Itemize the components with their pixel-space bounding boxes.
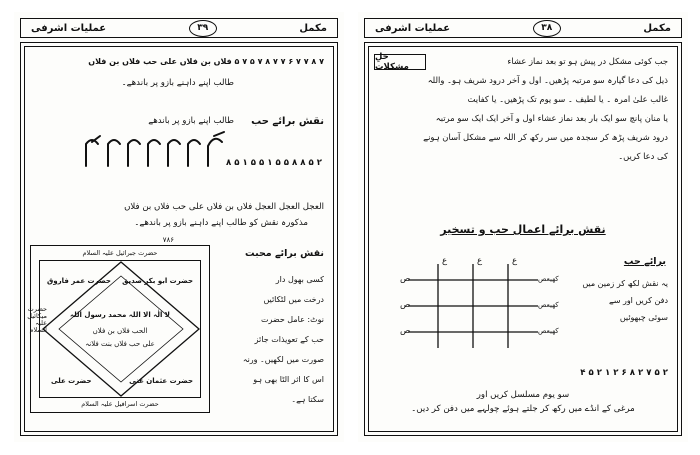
left-side-line: صورت میں لکھیں۔ ورنہ [242,355,324,364]
box-center-1: لا الٰہ الا اللہ محمد رسول اللہ [69,311,171,319]
right-page-number: ۳۸ [533,20,561,37]
paragraph-line: یا منان پانچ سو ایک بار بعد نماز عشاء اول و آخر ایک ایک سو مرتبہ [435,113,668,123]
left-page-header [20,18,338,38]
left-side-line: نوٹ: عامل حضرت [260,315,324,324]
right-side-line: سوئی چبھوئیں [619,313,668,322]
right-header-title: عملیات اشرفی [375,22,451,34]
grid-right-2: کھیعص [538,301,559,309]
grid-right-3: کھیعص [538,327,559,335]
naqsh-heading: نقش برائے حب [251,116,324,127]
bottom-line-1: سو یوم مسلسل کریں اور [476,390,570,400]
box-corner-tl: حضرت عمر فاروق [47,277,111,285]
heading-box [374,54,426,70]
left-side-line: درخت میں لٹکائیں [263,295,324,304]
number-row: ۲ ۵ ۸ ۸ ۵ ۵ ۱ ۵ ۵ ۱ ۵ ۸ [226,158,322,168]
grid-right-1: کھیعص [538,275,559,283]
paragraph-line: درود شریف پڑھ کر سجدہ میں سر رکھ کر اللہ سے مشکل آسان ہونے [423,132,668,142]
paragraph-line: کی دعا کریں۔ [618,151,668,161]
left-header-right: مکمل [299,22,327,34]
box-center-2: الحب فلاں بن فلاں [92,327,148,335]
right-page-header [364,18,682,38]
box-corner-tr: حضرت ابو بکر صدیق [122,277,193,285]
section-heading: نقش برائے اعمال حب و تسخیر [440,223,606,236]
formula-line: ۷ ۸ ۷ ۷ ۶ ۷ ۷ ۸ ۷ ۵ ۷ ۵ فلاں بن فلاں علی حب فلاں بن فلاں [88,57,324,66]
box-bottom-label: حضرت اسرافیل علیہ السلام [81,400,159,408]
ajal-line: العجل العجل العجل فلاں بن فلاں علی حب فلاں بن فلاں [124,202,324,212]
naqsh-instruction: طالب اپنے بازو پر باندھے [148,116,234,126]
side-box-heading: برائے حب [623,256,666,267]
left-side-line: سکتا ہے۔ [291,395,324,404]
grid-top-3: ع [512,256,518,266]
left-header-title: عملیات اشرفی [31,22,107,34]
side-heading: نقش برائے محبت [245,248,324,259]
paragraph-line: جب کوئی مشکل در پیش ہو تو بعد نماز عشاء [507,56,668,66]
grid-top-1: ع [442,256,448,266]
right-header-right: مکمل [643,22,671,34]
hubb-grid-naqsh [398,258,548,354]
paragraph-line: ذیل کی دعا گیارہ سو مرتبہ پڑھیں۔ اول و آخر درود شریف ہو۔ واللہ [427,75,668,85]
small-number: ۷۸۶ [162,236,174,244]
naqsh-box [27,245,210,413]
calligraphy-strokes-row [80,132,230,172]
grid-left-2: ص [400,300,411,310]
box-top-label: حضرت جبرائیل علیہ السلام [82,249,158,257]
paragraph-line: غالب علیٰ امرہ ۔ یا لطیف ۔ سو یوم تک پڑھیں۔ یا کفایت [467,94,668,104]
heading-box-text: حلِ مشکلات [375,52,409,72]
left-side-line: اس کا اثر الٹا بھی ہو [253,375,324,384]
left-side-line: کسی بھول دار [275,275,324,284]
bottom-line-2: مرغی کے انڈے میں رکھ کر جلتے ہوئے چولہے میں دفن کر دیں۔ [411,404,635,414]
left-page [14,12,344,442]
box-left-mid: حضرت میکائیل علیہ السلام [27,305,47,334]
grid-top-2: ع [477,256,483,266]
grid-left-1: ص [400,274,411,284]
grid-left-3: ص [400,326,411,336]
box-corner-bl: حضرت علی [51,377,92,385]
bottom-number: ۲ ۵ ۷ ۲ ۸ ۶ ۲ ۱ ۲ ۵ ۴ [580,368,668,378]
right-side-line: دفن کریں اور سے [609,296,668,305]
box-corner-br: حضرت عثمان غنی [129,377,193,385]
left-page-number: ۳۹ [189,20,217,37]
left-line-4: مذکورہ نقش کو طالب اپنے داہنے بازو پر باندھے۔ [134,218,308,228]
left-line-2: طالب اپنے داہنے بازو پر باندھے۔ [121,78,234,88]
box-center-3: علی حب فلاں بنت فلانہ [85,340,155,348]
left-side-line: حب کے تعویذات جائز [254,335,324,344]
right-page [358,12,688,442]
right-side-line: یہ نقش لکھ کر زمین میں [582,279,668,288]
